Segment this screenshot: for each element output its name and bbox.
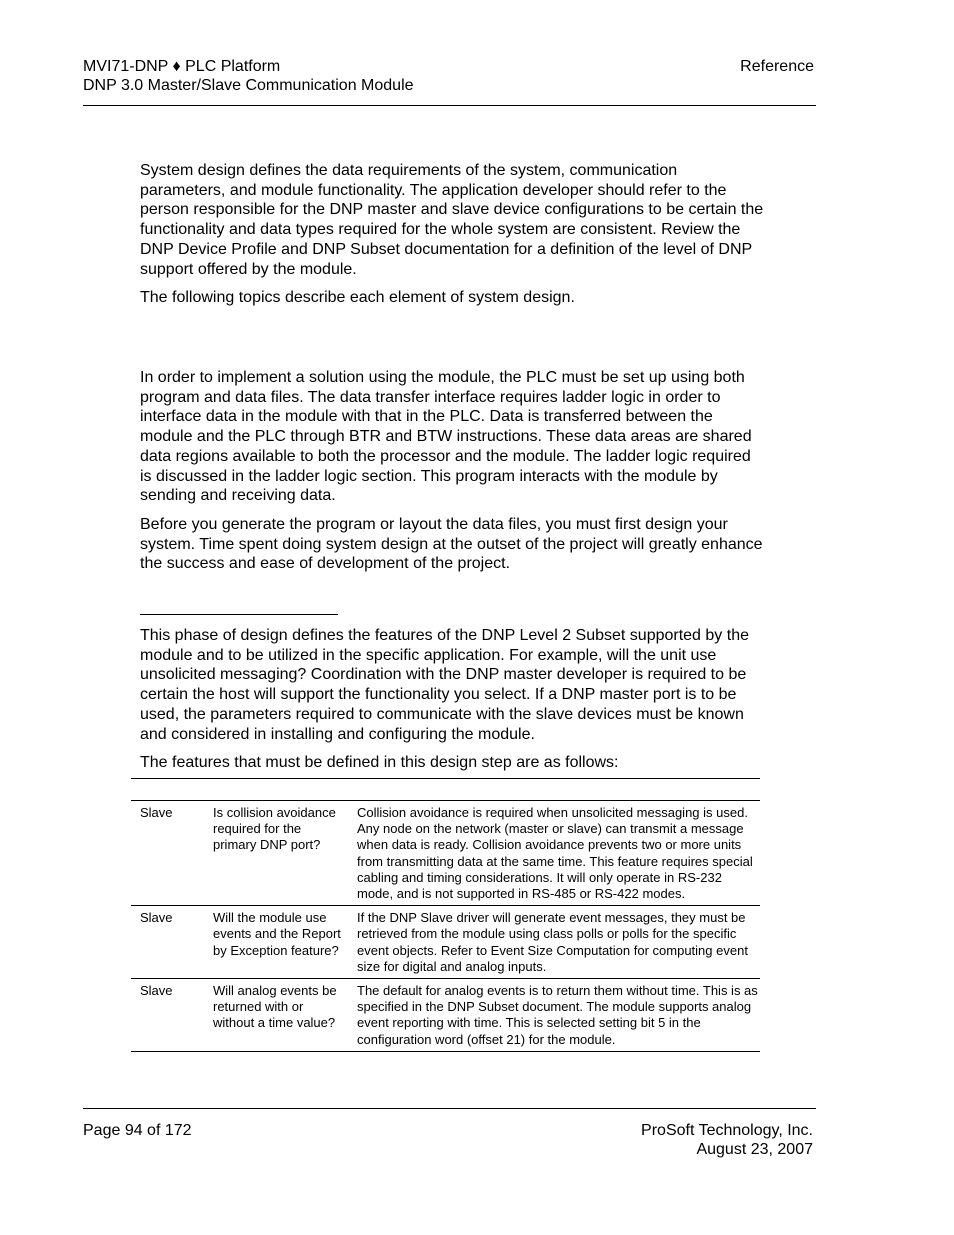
header-rule — [83, 105, 816, 106]
intro-paragraph-1: System design defines the data requirements of the system, communication parameters, and module functionality. The application developer should refer to the person responsible for the DNP master and slave device configurations to be certain the functionality and data types required for the whole system are consistent. Review the DNP Device Profile and DNP Subset documentation for a definition of the level of DNP support offered by the module. — [140, 162, 764, 278]
footer-info — [641, 1121, 813, 1159]
footer-rule — [83, 1108, 816, 1109]
header-section: Reference — [740, 58, 814, 75]
page-number: Page 94 of 172 — [83, 1122, 192, 1139]
plc-paragraph-1: In order to implement a solution using the module, the PLC must be set up using both program and data files. The data transfer interface requires ladder logic in order to interface data in the module with that in the PLC. Data is transferred between the module and the PLC through BTR and BTW instructions. These data areas are shared data regions available to both the processor and the module. The ladder logic required is discussed in the ladder logic section. This program interacts with the module by sending and receiving data. — [140, 369, 752, 505]
features-paragraph-2: The features that must be defined in this design step are as follows: — [140, 754, 619, 772]
description-cell: Collision avoidance is required when unsolicited messaging is used. Any node on the network (master or slave) can transmit a message when data is ready. Collision avoidance prevents two or more units from transmitting data at the same time. This feature requires special cabling and timing considerations. It will only operate in RS-232 mode, and is not supported in RS-485 or RS-422 modes. — [348, 801, 760, 906]
intro-paragraph-2: The following topics describe each element of system design. — [140, 289, 575, 307]
header-product — [83, 57, 414, 95]
plc-paragraph-2: Before you generate the program or layout the data files, you must first design your system. Time spent doing system design at the outset of the project will greatly enhance the success and ease of development of the project. — [140, 515, 763, 573]
table-row — [131, 906, 760, 979]
device-cell: Slave — [131, 979, 204, 1052]
device-cell: Slave — [131, 801, 204, 906]
features-paragraph-1: This phase of design defines the features of the DNP Level 2 Subset supported by the module and to be utilized in the specific application. For example, will the unit use unsolicited messaging? Coordination with the DNP master developer is required to be certain the host will support the functionality you select. If a DNP master port is to be used, the parameters required to communicate with the slave devices must be known and considered in installing and configuring the module. — [140, 627, 749, 743]
description-cell: The default for analog events is to return them without time. This is as specified in the DNP Subset document. The module supports analog event reporting with time. This is selected setting bit 5 in the configuration word (offset 21) for the module. — [348, 979, 760, 1052]
question-cell: Will analog events be returned with or without a time value? — [204, 979, 348, 1052]
features-table — [131, 800, 760, 1052]
footer-date: August 23, 2007 — [696, 1141, 813, 1158]
question-cell: Will the module use events and the Report by Exception feature? — [204, 906, 348, 979]
features-section — [140, 626, 768, 773]
section-separator-rule — [140, 614, 338, 615]
description-cell: If the DNP Slave driver will generate event messages, they must be retrieved from the module using class polls or polls for the specific event objects. Refer to Event Size Computation for computing event size for digital and analog inputs. — [348, 906, 760, 979]
plc-section — [140, 368, 765, 574]
question-cell: Is collision avoidance required for the primary DNP port? — [204, 801, 348, 906]
table-row — [131, 801, 760, 906]
header-title-line2: DNP 3.0 Master/Slave Communication Module — [83, 77, 414, 94]
intro-section — [140, 161, 765, 308]
device-cell: Slave — [131, 906, 204, 979]
header-title-line1: MVI71-DNP ♦ PLC Platform — [83, 58, 281, 75]
table-row — [131, 979, 760, 1052]
table-header-rule — [131, 778, 760, 779]
footer-company: ProSoft Technology, Inc. — [641, 1122, 813, 1139]
